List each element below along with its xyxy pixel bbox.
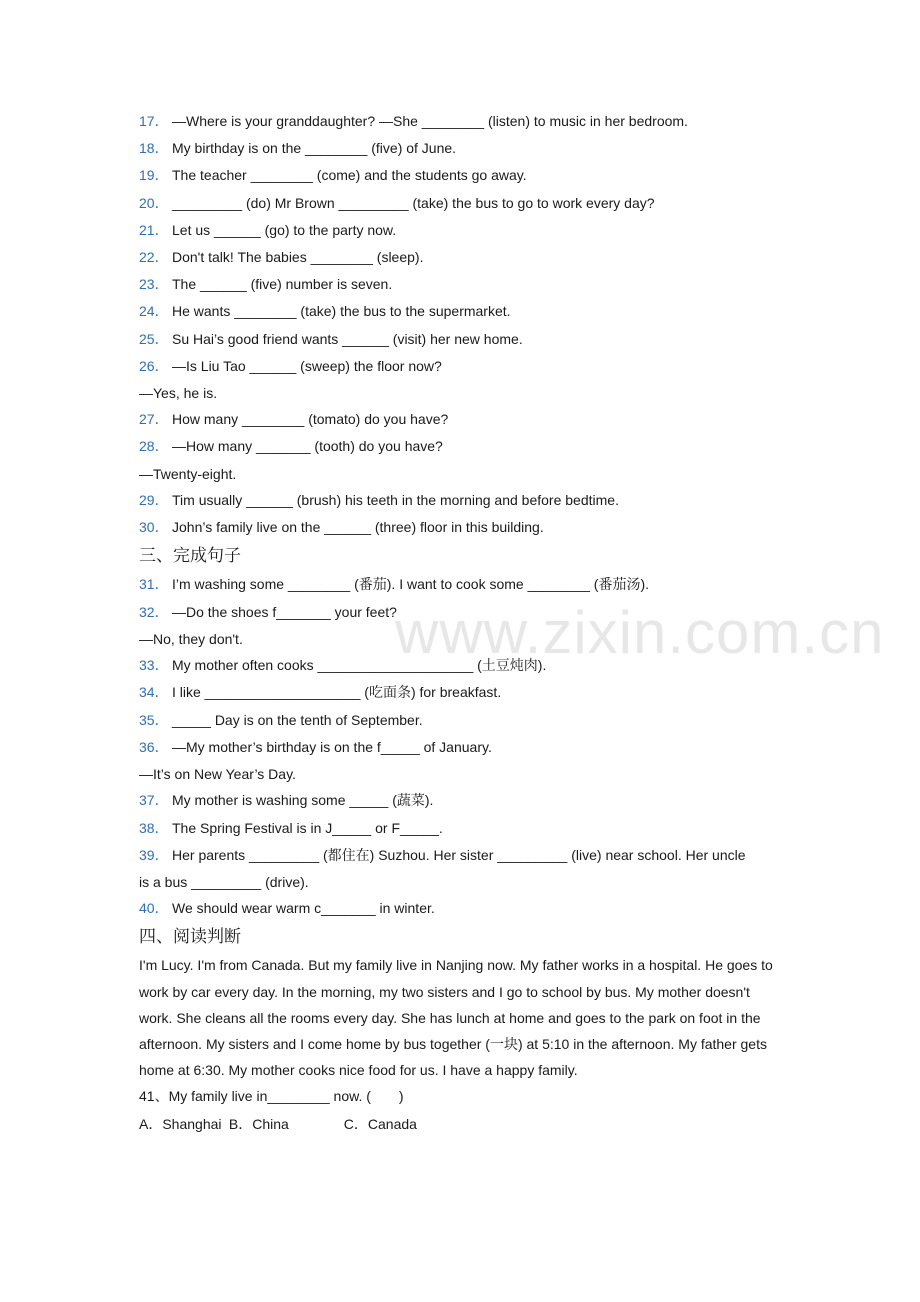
question-text: The Spring Festival is in J_____ or F_____. [172, 819, 443, 836]
question-item [139, 787, 789, 814]
option-c: C．Canada [343, 1115, 417, 1132]
section-heading-4: 四、阅读判断 [139, 927, 241, 948]
question-text: —Twenty-eight. [139, 465, 237, 482]
question-item [139, 734, 789, 761]
question-item [139, 433, 789, 460]
question-text: —Where is your granddaughter? —She ________ (listen) to music in her bedroom. [172, 113, 688, 129]
question-number: 31． [139, 576, 169, 593]
question-text: Her parents _________ (都住在) Suzhou. Her sister _________ (live) near school. Her uncle [172, 846, 746, 863]
question-number: 23． [139, 276, 169, 293]
question-number: 24． [139, 303, 169, 320]
question-text: _____ Day is on the tenth of September. [172, 711, 423, 728]
question-item [139, 190, 789, 217]
question-item [139, 571, 789, 598]
question-number: 40． [139, 900, 169, 917]
question-number: 38． [139, 819, 169, 836]
question-number: 21． [139, 221, 169, 238]
question-list-part3 [139, 571, 789, 922]
question-number: 22． [139, 248, 169, 265]
question-text: Don't talk! The babies ________ (sleep). [172, 248, 424, 265]
question-number: 35． [139, 711, 169, 728]
question-list-part2 [139, 108, 789, 541]
question-text: My mother often cooks ____________________ (土豆炖肉). [172, 657, 547, 674]
question-41-options [139, 1111, 789, 1138]
question-text: —Yes, he is. [139, 384, 218, 401]
question-text: —My mother’s birthday is on the f_____ of January. [172, 738, 492, 755]
question-item [139, 652, 789, 679]
question-text: We should wear warm c_______ in winter. [172, 900, 435, 917]
question-number: 25． [139, 330, 169, 347]
question-item [139, 135, 789, 162]
question-text: My mother is washing some _____ (蔬菜). [172, 792, 434, 809]
question-41: 41、My family live in________ now. ( ) [139, 1088, 404, 1105]
question-text: —It’s on New Year’s Day. [139, 765, 296, 782]
question-number: 32． [139, 603, 169, 620]
worksheet-page [139, 108, 789, 1138]
question-text: I like ____________________ (吃面条) for breakfast. [172, 684, 502, 701]
question-continuation [139, 869, 789, 895]
question-number: 33． [139, 657, 169, 674]
question-continuation [139, 761, 789, 787]
question-text: is a bus _________ (drive). [139, 873, 309, 890]
question-text: Let us ______ (go) to the party now. [172, 221, 397, 238]
question-text: Su Hai’s good friend wants ______ (visit) her new home. [172, 330, 523, 347]
question-item [139, 707, 789, 734]
question-text: The teacher ________ (come) and the students go away. [172, 167, 527, 184]
question-number: 34． [139, 684, 169, 701]
question-text: My birthday is on the ________ (five) of June. [172, 140, 457, 157]
question-text: The ______ (five) number is seven. [172, 276, 393, 293]
question-item [139, 244, 789, 271]
question-number: 37． [139, 792, 169, 809]
option-a: A．Shanghai [139, 1115, 222, 1132]
question-text: He wants ________ (take) the bus to the supermarket. [172, 303, 511, 320]
question-item [139, 679, 789, 706]
question-item [139, 406, 789, 433]
question-text: John’s family live on the ______ (three) floor in this building. [172, 519, 544, 536]
question-number: 17． [139, 113, 169, 129]
question-item [139, 842, 789, 869]
question-text: —How many _______ (tooth) do you have? [172, 438, 443, 455]
question-number: 36． [139, 738, 169, 755]
option-b: B．China [228, 1115, 289, 1132]
question-number: 28． [139, 438, 169, 455]
question-item [139, 298, 789, 325]
question-number: 26． [139, 357, 169, 374]
question-number: 30． [139, 519, 169, 536]
question-number: 19． [139, 167, 169, 184]
question-number: 39． [139, 846, 169, 863]
question-item [139, 487, 789, 514]
question-number: 29． [139, 492, 169, 509]
question-number: 20． [139, 194, 169, 211]
watermark: www.zixin.com.cn [395, 599, 885, 666]
question-text: —No, they don't. [139, 630, 243, 647]
question-item [139, 271, 789, 298]
question-number: 18． [139, 140, 169, 157]
question-item [139, 217, 789, 244]
question-text: Tim usually ______ (brush) his teeth in the morning and before bedtime. [172, 492, 619, 509]
question-text: _________ (do) Mr Brown _________ (take) the bus to go to work every day? [172, 194, 655, 211]
reading-passage: I'm Lucy. I'm from Canada. But my family live in Nanjing now. My father works in a hospital. He goes to work by car every day. In the morning, my two sisters and I go to school by bus. My mother doesn't work. She cleans all the rooms every day. She has lunch at home and goes to the park on foot in the afternoon. My sisters and I come home by bus together (一块) at 5:10 in the afternoon. My father gets home at 6:30. My mother cooks nice food for us. I have a happy family. [139, 957, 773, 1079]
question-text: —Is Liu Tao ______ (sweep) the floor now? [172, 357, 442, 374]
question-continuation [139, 626, 789, 652]
question-item [139, 599, 789, 626]
question-number: 27． [139, 411, 169, 428]
question-text: How many ________ (tomato) do you have? [172, 411, 449, 428]
question-text: I’m washing some ________ (番茄). I want to cook some ________ (番茄汤). [172, 576, 649, 593]
question-item [139, 815, 789, 842]
question-text: —Do the shoes f_______ your feet? [172, 603, 397, 620]
question-item [139, 353, 789, 380]
question-item [139, 895, 789, 922]
question-continuation [139, 461, 789, 487]
question-item [139, 162, 789, 189]
question-continuation [139, 380, 789, 406]
question-item [139, 108, 789, 135]
question-item [139, 514, 789, 541]
section-heading-3: 三、完成句子 [139, 546, 241, 567]
question-item [139, 326, 789, 353]
